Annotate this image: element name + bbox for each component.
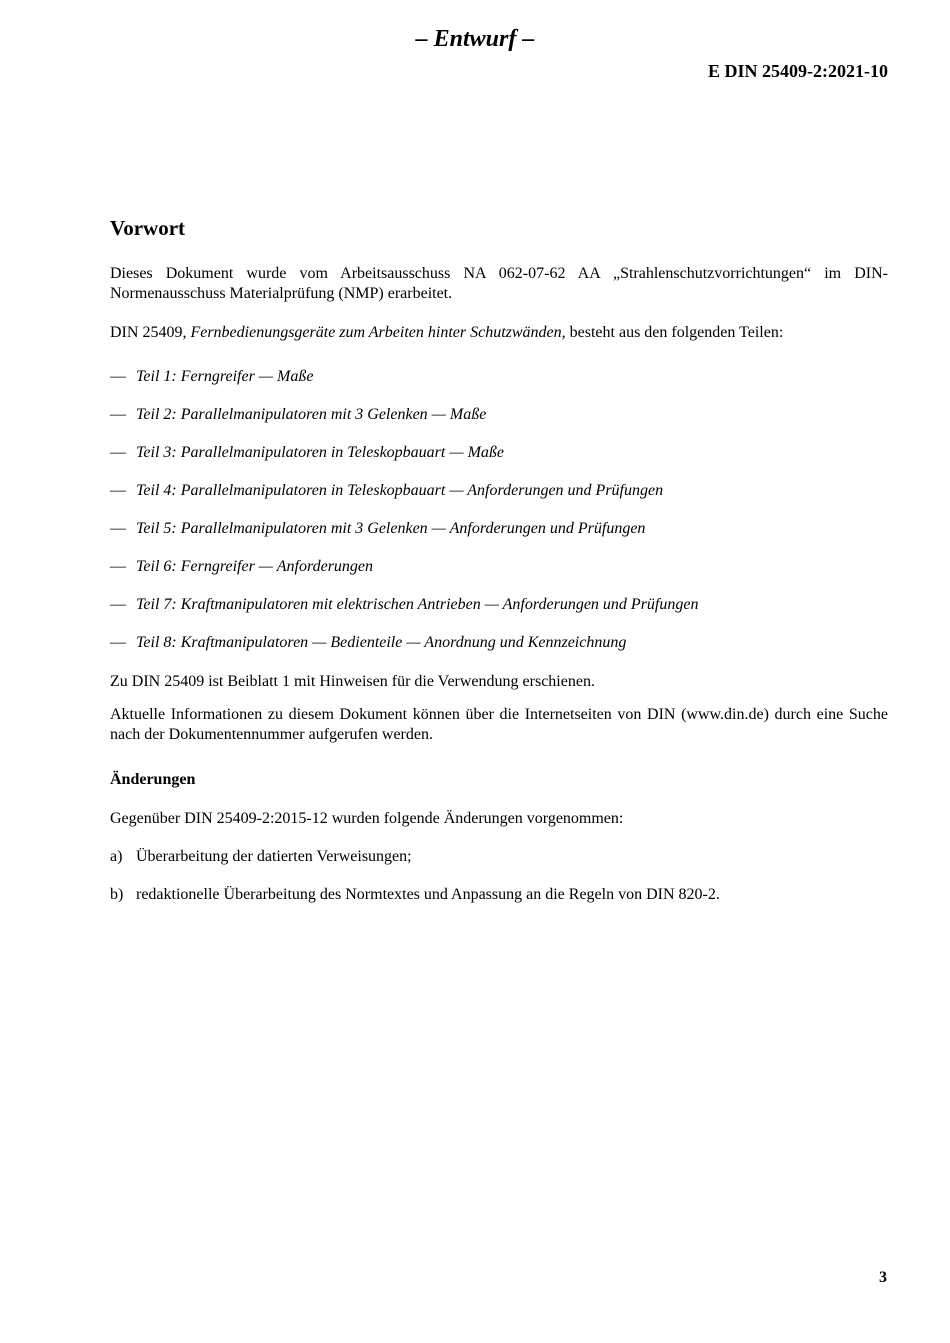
dash-marker: —: [110, 634, 126, 651]
list-item-teil-6: [110, 557, 888, 577]
list-item-text: Teil 4: Parallelmanipulatoren in Teleskopbauart — Anforderungen und Prüfungen: [136, 482, 664, 499]
changes-list: [110, 847, 888, 905]
list-item-text: Teil 3: Parallelmanipulatoren in Teleskopbauart — Maße: [136, 444, 504, 461]
dash-marker: —: [110, 406, 126, 423]
list-item-text: Teil 1: Ferngreifer — Maße: [136, 368, 314, 385]
beiblatt-paragraph: Zu DIN 25409 ist Beiblatt 1 mit Hinweisen für die Verwendung erschienen.: [110, 673, 595, 690]
document-number: E DIN 25409-2:2021-10: [708, 61, 888, 81]
list-item-teil-2: [110, 405, 888, 425]
series-paragraph: [110, 323, 888, 343]
dash-marker: —: [110, 482, 126, 499]
change-text: Überarbeitung der datierten Verweisungen;: [136, 848, 412, 865]
draft-label: – Entwurf –: [415, 26, 535, 52]
aenderungen-intro-paragraph: Gegenüber DIN 25409-2:2015-12 wurden folgende Änderungen vorgenommen:: [110, 810, 624, 827]
series-prefix: DIN 25409,: [110, 324, 191, 341]
intro-paragraph: Dieses Dokument wurde vom Arbeitsausschuss NA 062-07-62 AA „Strahlenschutzvorrichtungen“ im DIN-Normenausschuss Materialprüfung (NMP) erarbeitet.: [110, 265, 888, 302]
list-item-teil-4: [110, 481, 888, 501]
dash-marker: —: [110, 596, 126, 613]
list-item-text: Teil 7: Kraftmanipulatoren mit elektrischen Antrieben — Anforderungen und Prüfungen: [136, 596, 699, 613]
dash-marker: —: [110, 368, 126, 385]
list-item-teil-3: [110, 443, 888, 463]
section-title-vorwort: Vorwort: [110, 216, 186, 240]
list-item-text: Teil 2: Parallelmanipulatoren mit 3 Gelenken — Maße: [136, 406, 487, 423]
dash-marker: —: [110, 558, 126, 575]
change-marker: a): [110, 848, 123, 865]
list-item-teil-8: [110, 633, 888, 653]
list-item-teil-5: [110, 519, 888, 539]
aenderungen-heading: Änderungen: [110, 771, 196, 788]
info-paragraph: Aktuelle Informationen zu diesem Dokument können über die Internetseiten von DIN (www.din.de) durch eine Suche nach der Dokumentennummer aufgerufen werden.: [110, 706, 888, 743]
change-marker: b): [110, 886, 124, 903]
list-item-text: Teil 5: Parallelmanipulatoren mit 3 Gelenken — Anforderungen und Prüfungen: [136, 520, 646, 537]
document-body: [0, 216, 950, 905]
list-item-text: Teil 8: Kraftmanipulatoren — Bedienteile — Anordnung und Kennzeichnung: [136, 634, 627, 651]
list-item-teil-7: [110, 595, 888, 615]
change-item-b: [110, 885, 888, 905]
list-item-text: Teil 6: Ferngreifer — Anforderungen: [136, 558, 374, 575]
dash-marker: —: [110, 444, 126, 461]
series-title-italic: Fernbedienungsgeräte zum Arbeiten hinter Schutzwänden,: [190, 324, 566, 341]
parts-list: [110, 367, 888, 653]
page-number: 3: [879, 1269, 887, 1286]
change-item-a: [110, 847, 888, 867]
dash-marker: —: [110, 520, 126, 537]
list-item-teil-1: [110, 367, 888, 387]
series-suffix: besteht aus den folgenden Teilen:: [565, 324, 784, 341]
change-text: redaktionelle Überarbeitung des Normtextes und Anpassung an die Regeln von DIN 820-2.: [136, 886, 720, 903]
